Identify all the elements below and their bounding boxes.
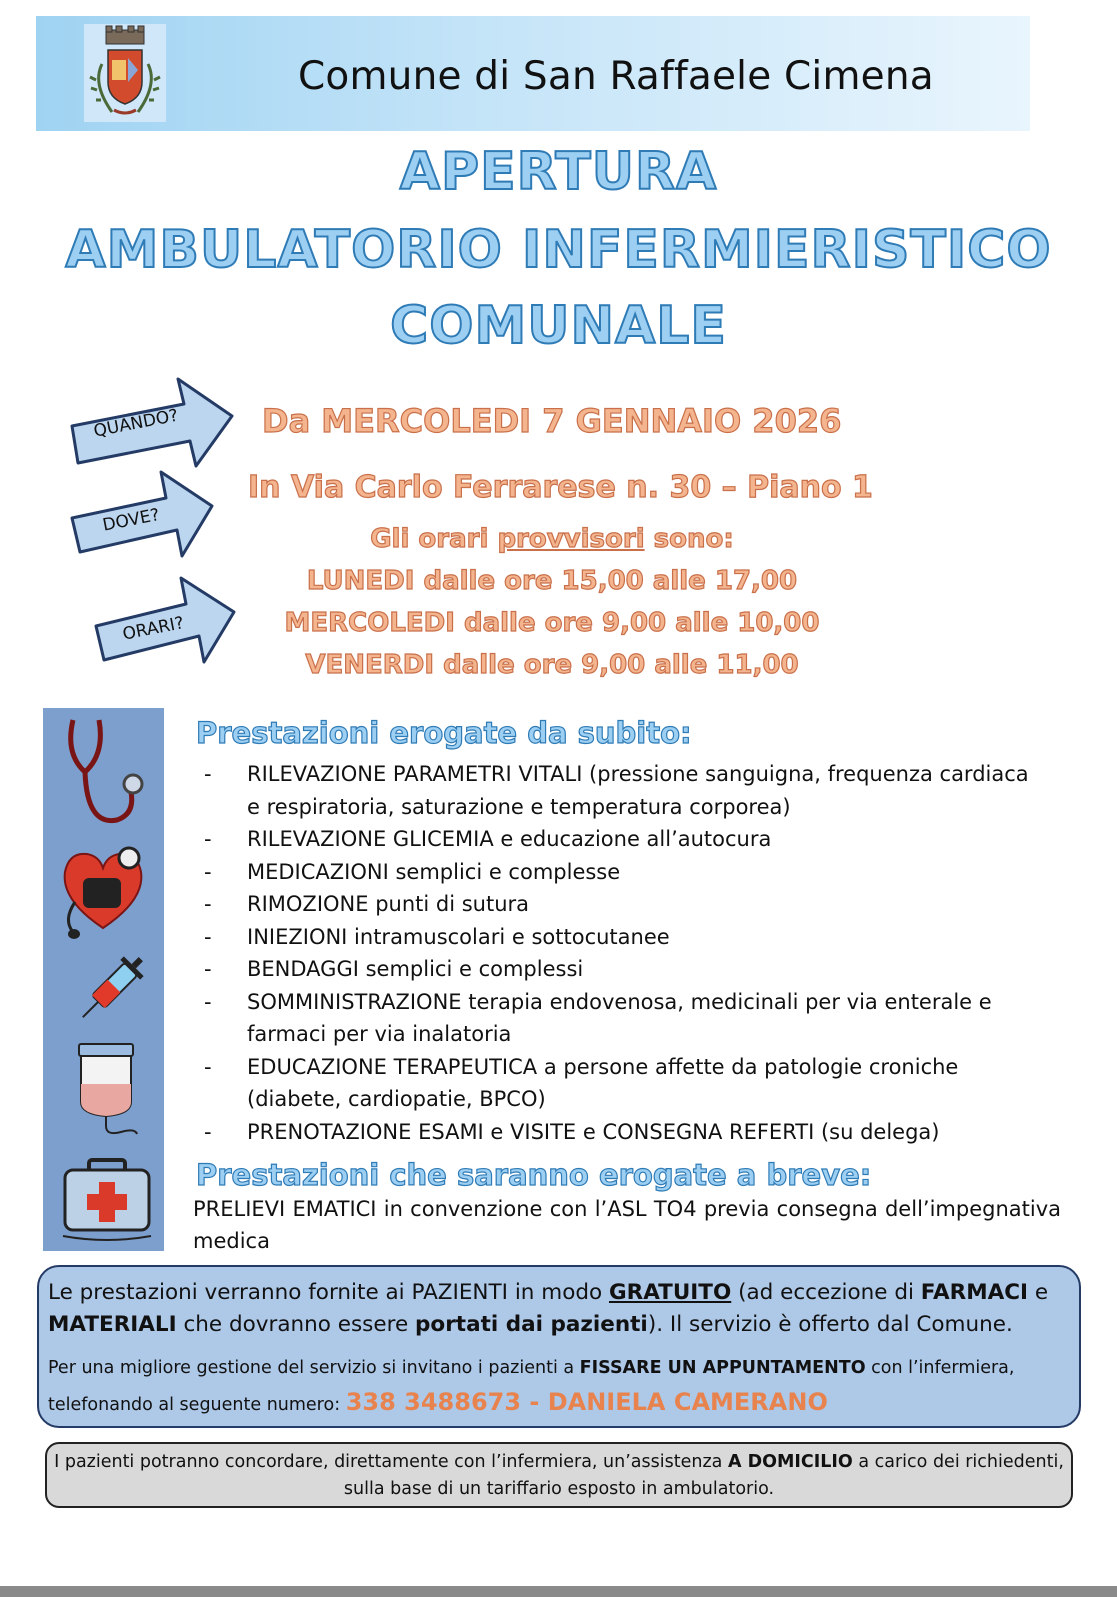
iv-bag-icon bbox=[73, 1040, 139, 1140]
list-item: - INIEZIONI intramuscolari e sottocutanee bbox=[204, 924, 670, 949]
home-care-box: I pazienti potranno concordare, direttamente con l’infermiera, un’assistenza A DOMICILIO a carico dei richiedenti, sulla base di un tariffario esposto in ambulatorio. bbox=[45, 1442, 1073, 1508]
services-list bbox=[204, 758, 1034, 1148]
hours-monday: LUNEDI dalle ore 15,00 alle 17,00 bbox=[306, 566, 798, 596]
hours-wednesday: MERCOLEDI dalle ore 9,00 alle 10,00 bbox=[284, 608, 820, 638]
dove-label: DOVE? bbox=[101, 505, 162, 536]
list-item: - RILEVAZIONE PARAMETRI VITALI (pressione sanguigna, frequenza cardiaca e respiratoria, saturazione e temperatura corporea) bbox=[204, 762, 1029, 819]
services-soon-text: PRELIEVI EMATICI in convenzione con l’ASL TO4 previa consegna dell’impegnativa medica bbox=[193, 1197, 1061, 1253]
free-service-text: Le prestazioni verranno fornite ai PAZIENTI in modo GRATUITO (ad eccezione di FARMACI e MATERIALI che dovranno essere portati dai pazienti). Il servizio è offerto dal Comune. bbox=[48, 1280, 1049, 1337]
hours-friday: VENERDI dalle ore 9,00 alle 11,00 bbox=[305, 650, 799, 680]
orari-label: ORARI? bbox=[121, 613, 186, 645]
list-item: - SOMMINISTRAZIONE terapia endovenosa, medicinali per via enterale e farmaci per via inalatoria bbox=[204, 989, 992, 1046]
list-item: - PRENOTAZIONE ESAMI e VISITE e CONSEGNA REFERTI (su delega) bbox=[204, 1119, 940, 1144]
list-item: - BENDAGGI semplici e complessi bbox=[204, 957, 584, 981]
hours-heading: Gli orari provvisori sono: bbox=[370, 524, 734, 554]
title-line-2: AMBULATORIO INFERMIERISTICO bbox=[65, 220, 1052, 280]
first-aid-kit-icon bbox=[59, 1154, 155, 1244]
syringe-icon bbox=[73, 950, 145, 1032]
municipal-crest-icon bbox=[84, 24, 166, 122]
appointment-text: Per una migliore gestione del servizio si invitano i pazienti a FISSARE UN APPUNTAMENTO con l’infermiera, telefonando al seguente numero: 338 3488673 - DANIELA CAMERANO bbox=[48, 1358, 1015, 1416]
bottom-divider bbox=[0, 1586, 1117, 1597]
list-item: - RIMOZIONE punti di sutura bbox=[204, 892, 530, 916]
free-service-box bbox=[37, 1265, 1081, 1428]
services-soon-title: Prestazioni che saranno erogate a breve: bbox=[196, 1158, 872, 1192]
header-banner bbox=[36, 16, 1030, 131]
list-item: - RILEVAZIONE GLICEMIA e educazione all’autocura bbox=[204, 827, 772, 851]
title-line-3: COMUNALE bbox=[390, 296, 727, 356]
side-icon-strip bbox=[43, 708, 164, 1251]
list-item: - MEDICAZIONI semplici e complesse bbox=[204, 859, 621, 884]
phone-contact[interactable]: 338 3488673 - DANIELA CAMERANO bbox=[345, 1388, 828, 1416]
address: In Via Carlo Ferrarese n. 30 – Piano 1 bbox=[248, 470, 873, 505]
services-now-title: Prestazioni erogate da subito: bbox=[196, 716, 692, 750]
title-line-1: APERTURA bbox=[399, 142, 718, 202]
stethoscope-icon bbox=[61, 714, 147, 832]
list-item: - EDUCAZIONE TERAPEUTICA a persone affette da patologie croniche (diabete, cardiopatie, BPCO) bbox=[204, 1054, 959, 1111]
quando-label: QUANDO? bbox=[92, 405, 180, 442]
heart-blood-pressure-icon bbox=[57, 842, 149, 940]
opening-date: Da MERCOLEDI 7 GENNAIO 2026 bbox=[262, 402, 842, 440]
comune-name: Comune di San Raffaele Cimena bbox=[298, 54, 934, 99]
